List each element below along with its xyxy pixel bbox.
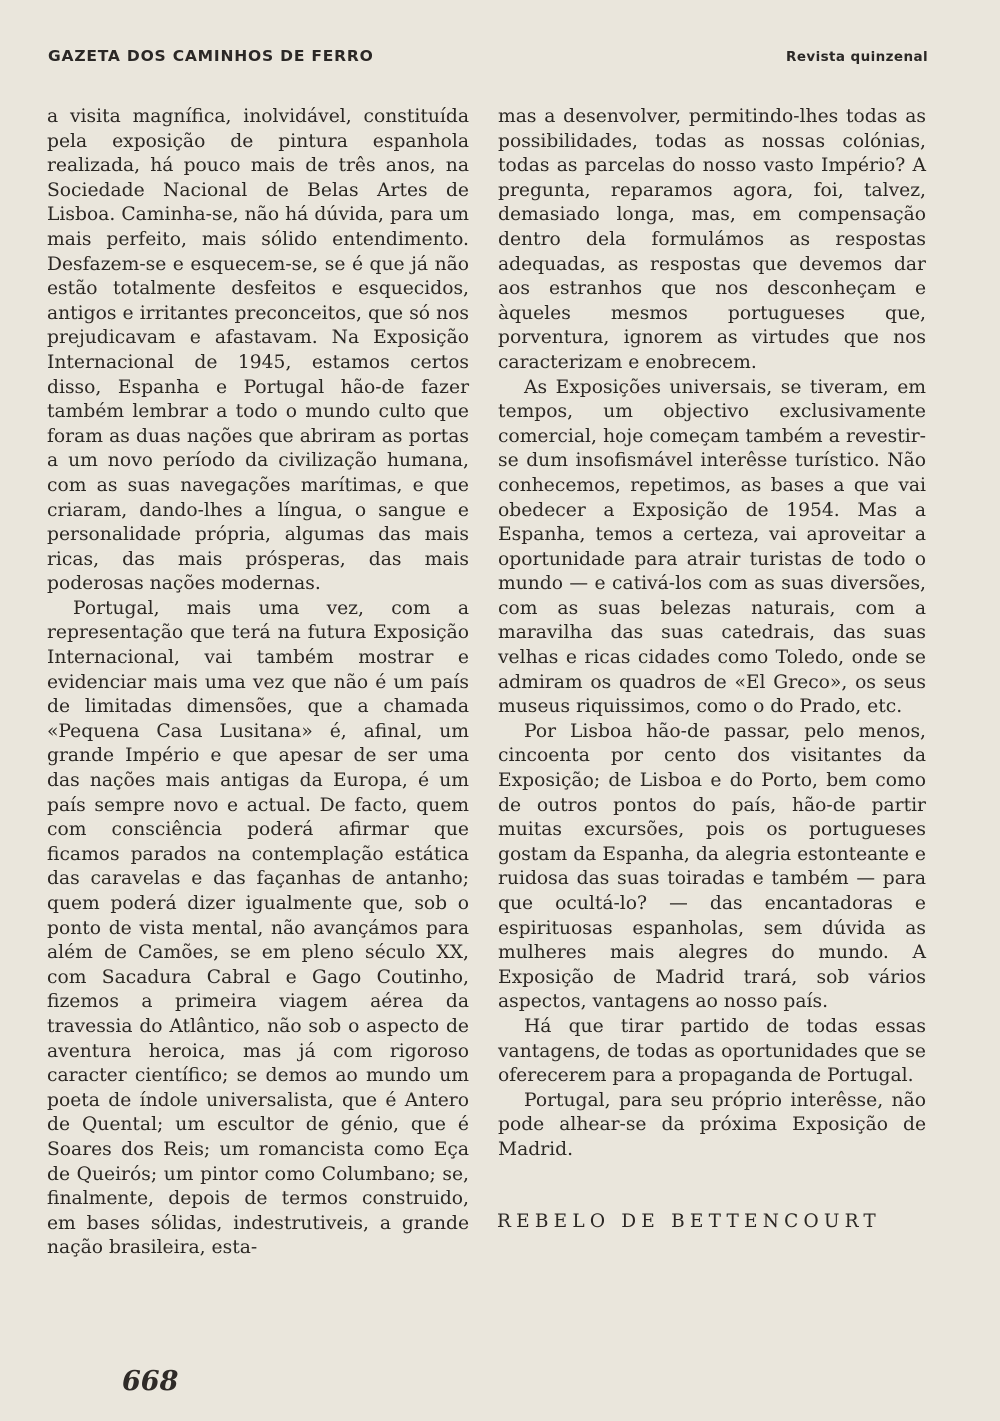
paragraph: mas a desenvolver, permitindo-lhes todas as possibilidades, todas as nossas colónias, todas as parcelas do nosso vasto Império? A pregunta, reparamos agora, foi, talvez, demasiado longa, mas, em compensação dentro dela formulámos as respostas adequadas, as respostas que devemos dar aos estranhos que nos desconheçam e àqueles mesmos portugueses que, porventura, ignorem as virtudes que nos caracterizam e enobrecem. <box>498 106 926 373</box>
paragraph: Portugal, para seu próprio interêsse, não pode alhear-se da próxima Exposição de Madrid. <box>498 1089 926 1160</box>
paragraph: a visita magnífica, inolvidável, constituída pela exposição de pintura espanhola realizada, há pouco mais de três anos, na Sociedade Nacional de Belas Artes de Lisboa. Caminha-se, não há dúvida, para um mais perfeito, mais sólido entendimento. Desfazem-se e esquecem-se, se é que já não estão totalmente desfeitos e esquecidos, antigos e irritantes preconceitos, que só nos prejudicavam e afastavam. Na Exposição Internacional de 1945, estamos certos disso, Espanha e Portugal hão-de fazer também lembrar a todo o mundo culto que foram as duas nações que abriram as portas a um novo período da civilização humana, com as suas navegações marítimas, e que criaram, dando-lhes a língua, o sangue e personalidade própria, algumas das mais ricas, das mais prósperas, das mais poderosas nações modernas. <box>47 106 469 595</box>
paragraph: Há que tirar partido de todas essas vantagens, de todas as oportunidades que se oferecerem para a propaganda de Portugal. <box>498 1015 926 1087</box>
page-number: 668 <box>122 1366 179 1397</box>
paragraph: As Exposições universais, se tiveram, em tempos, um objectivo exclusivamente comercial, hoje começam também a revestir-se dum insofismável interêsse turístico. Não conhecemos, repetimos, as bases a que vai obedecer a Exposição de 1954. Mas a Espanha, temos a certeza, vai aproveitar a oportunidade para atrair turistas de todo o mundo — e cativá-los com as suas diversões, com as suas belezas naturais, com a maravilha das suas catedrais, das suas velhas e ricas cidades como Toledo, onde se admiram os quadros de «El Greco», os seus museus riquissimos, como o do Prado, etc. <box>498 376 926 718</box>
article-column-right <box>498 105 926 1163</box>
author-signature: REBELO DE BETTENCOURT <box>497 1211 881 1232</box>
publication-title: GAZETA DOS CAMINHOS DE FERRO <box>48 47 374 65</box>
publication-subtitle: Revista quinzenal <box>786 49 928 65</box>
article-column-left <box>47 105 469 1261</box>
paragraph: Por Lisboa hão-de passar, pelo menos, cincoenta por cento dos visitantes da Exposição; de Lisboa e do Porto, bem como de outros pontos do país, hão-de partir muitas excursões, pois os portugueses gostam da Espanha, da alegria estonteante e ruidosa das suas toiradas e também — para que ocultá-lo? — das encantadoras e espirituosas espanholas, sem dúvida as mulheres mais alegres do mundo. A Exposição de Madrid trará, sob vários aspectos, vantagens ao nosso país. <box>498 720 926 1013</box>
paragraph: Portugal, mais uma vez, com a representação que terá na futura Exposição Internacional, vai também mostrar e evidenciar mais uma vez que não é um país de limitadas dimensões, que a chamada «Pequena Casa Lusitana» é, afinal, um grande Império e que apesar de ser uma das nações mais antigas da Europa, é um país sempre novo e actual. De facto, quem com consciência poderá afirmar que ficamos parados na contemplação estática das caravelas e das façanhas de antanho; quem poderá dizer igualmente que, sob o ponto de vista mental, não avançámos para além de Camões, se em pleno século XX, com Sacadura Cabral e Gago Coutinho, fizemos a primeira viagem aérea da travessia do Atlântico, não sob o aspecto de aventura heroica, mas já com rigoroso caracter científico; se demos ao mundo um poeta de índole universalista, que é Antero de Quental; um escultor de génio, que é Soares dos Reis; um romancista como Eça de Queirós; um pintor como Columbano; se, finalmente, depois de termos construido, em bases sólidas, indestrutiveis, a grande nação brasileira, esta- <box>47 597 469 1259</box>
